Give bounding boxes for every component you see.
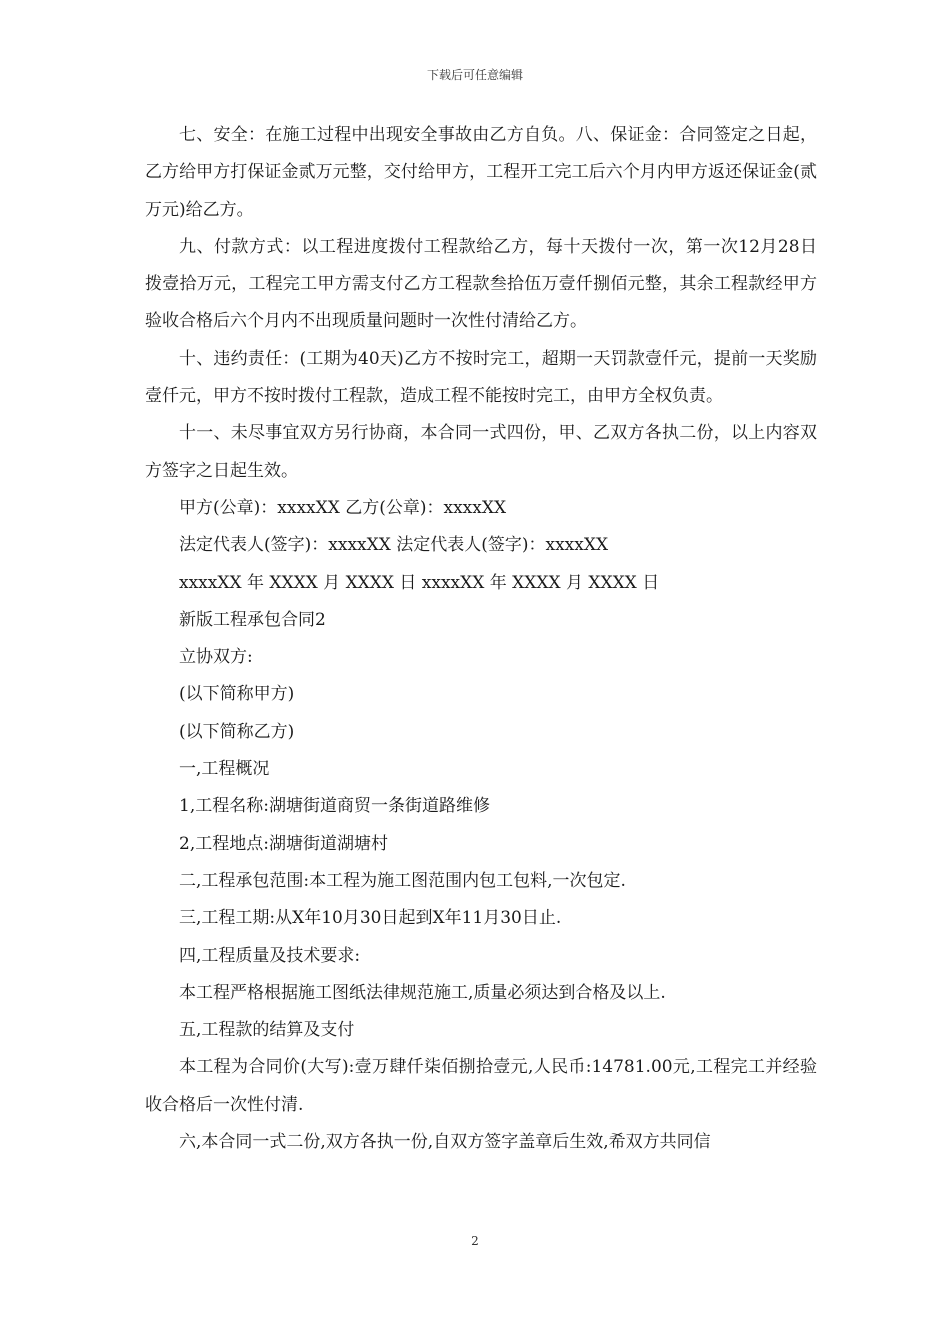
paragraph-party-b: (以下简称乙方) [179, 721, 295, 742]
paragraph-signatures: 法定代表人(签字)：xxxxXX 法定代表人(签字)：xxxxXX [179, 535, 609, 556]
page-header: 下载后可任意编辑 [426, 68, 523, 82]
paragraph-contract-price: 本工程为合同价(大写):壹万肆仟柒佰捌拾壹元,人民币:14781.00元,工程完工并经验收合格后一次性付清. [145, 1057, 817, 1115]
paragraph-overview: 一,工程概况 [179, 759, 270, 780]
paragraph-scope: 二,工程承包范围:本工程为施工图范围内包工包料,一次包定. [179, 870, 626, 891]
paragraph-party-a: (以下简称甲方) [179, 684, 295, 705]
paragraph-payment: 九、付款方式：以工程进度拨付工程款给乙方，每十天拨付一次，第一次12月28日拨壹拾万元，工程完工甲方需支付乙方工程款叁拾伍万壹仟捌佰元整，其余工程款经甲方验收合格后六个月内不出现质量问题时一次性付清给乙方。 [145, 236, 817, 332]
paragraph-settlement-title: 五,工程款的结算及支付 [179, 1020, 355, 1041]
paragraph-duration: 三,工程工期:从X年10月30日起到X年11月30日止. [179, 908, 562, 929]
section-title: 新版工程承包合同2 [179, 609, 326, 630]
paragraph-misc: 十一、未尽事宜双方另行协商，本合同一式四份，甲、乙双方各执二份，以上内容双方签字之日起生效。 [145, 423, 817, 481]
paragraph-breach: 十、违约责任：(工期为40天)乙方不按时完工，超期一天罚款壹仟元，提前一天奖励壹仟元，甲方不按时拨付工程款，造成工程不能按时完工，由甲方全权负责。 [145, 348, 817, 407]
paragraph-quality: 本工程严格根据施工图纸法律规范施工,质量必须达到合格及以上. [179, 982, 666, 1003]
page-number: 2 [471, 1234, 479, 1248]
document-body [145, 117, 817, 1161]
paragraph-project-location: 2,工程地点:湖塘街道湖塘村 [179, 833, 388, 854]
paragraph-project-name: 1,工程名称:湖塘街道商贸一条街道路维修 [179, 796, 490, 817]
paragraph-seals: 甲方(公章)：xxxxXX 乙方(公章)：xxxxXX [179, 497, 507, 518]
paragraph-dates: xxxxXX 年 XXXX 月 XXXX 日 xxxxXX 年 XXXX 月 XXXX 日 [179, 572, 660, 593]
paragraph-safety-deposit: 七、安全：在施工过程中出现安全事故由乙方自负。八、保证金：合同签定之日起，乙方给甲方打保证金贰万元整，交付给甲方，工程开工完工后六个月内甲方返还保证金(贰万元)给乙方。 [145, 125, 817, 220]
paragraph-parties: 立协双方: [179, 647, 253, 668]
paragraph-quality-title: 四,工程质量及技术要求: [179, 945, 361, 966]
paragraph-copies: 六,本合同一式二份,双方各执一份,自双方签字盖章后生效,希双方共同信 [179, 1132, 711, 1153]
